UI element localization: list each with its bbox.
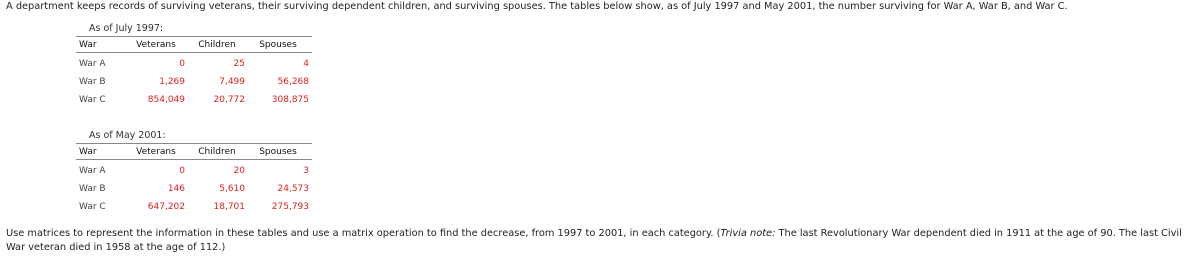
veterans-cell: 854,049 (147, 95, 185, 105)
table-row (76, 73, 312, 91)
spouses-cell: 4 (303, 59, 309, 69)
veterans-cell: 0 (179, 59, 185, 69)
column-header-children: Children (187, 37, 247, 53)
problem-intro: A department keeps records of surviving veterans, their surviving dependent children, and surviving spouses. The tables below show, as of July 1997 and May 2001, the number surviving for War A, War B, and War C. (6, 1, 1068, 12)
column-header-children: Children (187, 144, 247, 160)
children-cell: 20,772 (213, 95, 245, 105)
column-header-war: War (76, 144, 125, 160)
children-cell: 5,610 (219, 184, 245, 194)
war-cell: War B (79, 77, 106, 87)
children-cell: 18,701 (213, 202, 245, 212)
table-row (76, 198, 312, 216)
spouses-cell: 275,793 (271, 202, 309, 212)
children-cell: 7,499 (219, 77, 245, 87)
problem-instructions (6, 227, 1196, 255)
column-header-veterans: Veterans (125, 37, 187, 53)
column-header-veterans: Veterans (125, 144, 187, 160)
data-table (76, 143, 312, 216)
table-row (76, 180, 312, 198)
column-header-spouses: Spouses (247, 37, 312, 53)
veterans-cell: 0 (179, 166, 185, 176)
column-header-war: War (76, 37, 125, 53)
header-row (76, 37, 312, 53)
trivia-label: Trivia note: (720, 228, 776, 239)
veterans-cell: 146 (167, 184, 185, 194)
veterans-cell: 1,269 (159, 77, 185, 87)
war-cell: War C (79, 202, 106, 212)
veterans-cell: 647,202 (147, 202, 185, 212)
spouses-cell: 308,875 (271, 95, 309, 105)
spouses-cell: 56,268 (277, 77, 309, 87)
table-1997 (76, 22, 312, 109)
table-caption: As of May 2001: (89, 130, 166, 141)
table-row (76, 160, 312, 181)
war-cell: War B (79, 184, 106, 194)
data-table (76, 36, 312, 109)
war-cell: War A (79, 59, 106, 69)
trivia-text: The last Revolutionary War dependent died in 1911 at the age of 90. The last Civil War veteran died in 1958 at the age of 112.) (6, 228, 1182, 253)
instructions-text: Use matrices to represent the information in these tables and use a matrix operation to find the decrease, from 1997 to 2001, in each category. ( (6, 228, 721, 239)
table-row (76, 91, 312, 109)
war-cell: War A (79, 166, 106, 176)
table-row (76, 53, 312, 74)
header-row (76, 144, 312, 160)
table-caption: As of July 1997: (89, 23, 164, 34)
column-header-spouses: Spouses (247, 144, 312, 160)
table-2001 (76, 129, 312, 216)
children-cell: 20 (233, 166, 245, 176)
spouses-cell: 3 (303, 166, 309, 176)
spouses-cell: 24,573 (277, 184, 309, 194)
children-cell: 25 (233, 59, 245, 69)
war-cell: War C (79, 95, 106, 105)
